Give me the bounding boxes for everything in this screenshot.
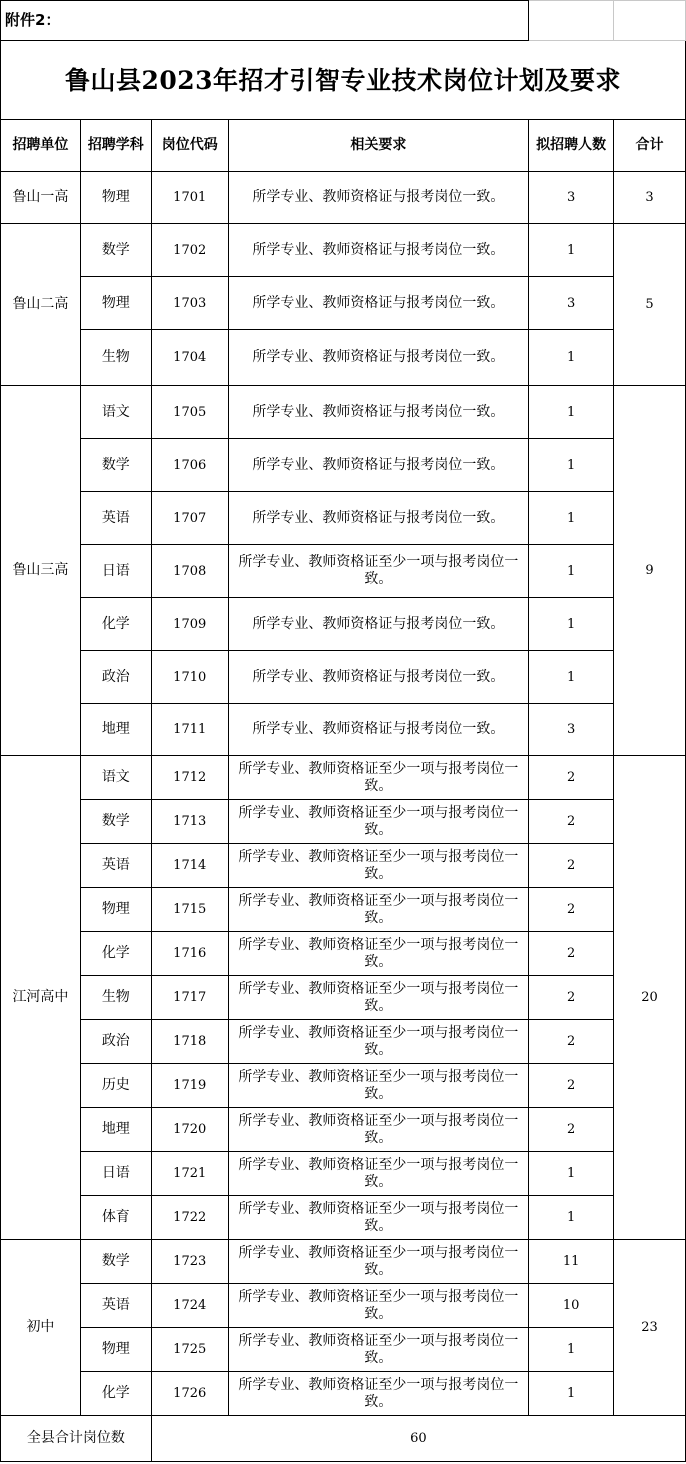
grand-total-value: 60 (151, 1416, 685, 1462)
count-cell: 1 (529, 1372, 614, 1416)
header-row (1, 120, 686, 172)
header-code: 岗位代码 (151, 120, 228, 172)
requirement-cell: 所学专业、教师资格证至少一项与报考岗位一致。 (228, 1108, 529, 1152)
table-row (1, 330, 686, 386)
unit-name: 鲁山二高 (1, 224, 81, 386)
count-cell: 2 (529, 1020, 614, 1064)
table-row (1, 1152, 686, 1196)
subject-cell: 数学 (80, 224, 151, 277)
requirement-cell: 所学专业、教师资格证与报考岗位一致。 (228, 492, 529, 545)
unit-name: 初中 (1, 1240, 81, 1416)
unit-name: 鲁山一高 (1, 172, 81, 224)
code-cell: 1702 (151, 224, 228, 277)
header-unit: 招聘单位 (1, 120, 81, 172)
code-cell: 1724 (151, 1284, 228, 1328)
subject-cell: 英语 (80, 492, 151, 545)
requirement-cell: 所学专业、教师资格证与报考岗位一致。 (228, 172, 529, 224)
unit-name: 鲁山三高 (1, 386, 81, 756)
count-cell: 1 (529, 224, 614, 277)
header-total: 合计 (614, 120, 686, 172)
table-row (1, 844, 686, 888)
table-row (1, 800, 686, 844)
table-row (1, 1328, 686, 1372)
requirement-cell: 所学专业、教师资格证至少一项与报考岗位一致。 (228, 1064, 529, 1108)
code-cell: 1704 (151, 330, 228, 386)
table-row (1, 976, 686, 1020)
title-row (1, 41, 686, 120)
code-cell: 1719 (151, 1064, 228, 1108)
subject-cell: 政治 (80, 1020, 151, 1064)
annex-row (1, 1, 686, 41)
table-row (1, 1064, 686, 1108)
table-row (1, 545, 686, 598)
requirement-cell: 所学专业、教师资格证与报考岗位一致。 (228, 439, 529, 492)
code-cell: 1721 (151, 1152, 228, 1196)
code-cell: 1710 (151, 651, 228, 704)
code-cell: 1701 (151, 172, 228, 224)
requirement-cell: 所学专业、教师资格证至少一项与报考岗位一致。 (228, 1020, 529, 1064)
requirement-cell: 所学专业、教师资格证至少一项与报考岗位一致。 (228, 800, 529, 844)
table-row (1, 492, 686, 545)
count-cell: 2 (529, 844, 614, 888)
count-cell: 1 (529, 545, 614, 598)
code-cell: 1707 (151, 492, 228, 545)
count-cell: 1 (529, 1152, 614, 1196)
count-cell: 11 (529, 1240, 614, 1284)
subject-cell: 日语 (80, 1152, 151, 1196)
code-cell: 1723 (151, 1240, 228, 1284)
subject-cell: 地理 (80, 704, 151, 756)
count-cell: 1 (529, 492, 614, 545)
count-cell: 3 (529, 277, 614, 330)
requirement-cell: 所学专业、教师资格证至少一项与报考岗位一致。 (228, 1240, 529, 1284)
requirement-cell: 所学专业、教师资格证至少一项与报考岗位一致。 (228, 1152, 529, 1196)
count-cell: 1 (529, 1328, 614, 1372)
table-row (1, 888, 686, 932)
subject-cell: 英语 (80, 1284, 151, 1328)
subject-cell: 英语 (80, 844, 151, 888)
table-row (1, 439, 686, 492)
unit-total: 3 (614, 172, 686, 224)
requirement-cell: 所学专业、教师资格证至少一项与报考岗位一致。 (228, 932, 529, 976)
code-cell: 1720 (151, 1108, 228, 1152)
table-row (1, 1020, 686, 1064)
requirement-cell: 所学专业、教师资格证至少一项与报考岗位一致。 (228, 844, 529, 888)
table-row (1, 704, 686, 756)
count-cell: 2 (529, 1108, 614, 1152)
subject-cell: 数学 (80, 800, 151, 844)
annex-label: 附件2： (1, 1, 529, 41)
table-row (1, 1108, 686, 1152)
code-cell: 1718 (151, 1020, 228, 1064)
subject-cell: 语文 (80, 386, 151, 439)
count-cell: 2 (529, 888, 614, 932)
subject-cell: 政治 (80, 651, 151, 704)
count-cell: 3 (529, 172, 614, 224)
grand-total-label: 全县合计岗位数 (1, 1416, 152, 1462)
table-row (1, 1372, 686, 1416)
subject-cell: 生物 (80, 976, 151, 1020)
subject-cell: 数学 (80, 1240, 151, 1284)
code-cell: 1713 (151, 800, 228, 844)
code-cell: 1717 (151, 976, 228, 1020)
page-title: 鲁山县2023年招才引智专业技术岗位计划及要求 (1, 41, 686, 120)
subject-cell: 数学 (80, 439, 151, 492)
table-row (1, 756, 686, 800)
requirement-cell: 所学专业、教师资格证与报考岗位一致。 (228, 330, 529, 386)
subject-cell: 地理 (80, 1108, 151, 1152)
subject-cell: 体育 (80, 1196, 151, 1240)
code-cell: 1705 (151, 386, 228, 439)
code-cell: 1725 (151, 1328, 228, 1372)
count-cell: 1 (529, 330, 614, 386)
subject-cell: 物理 (80, 1328, 151, 1372)
requirement-cell: 所学专业、教师资格证至少一项与报考岗位一致。 (228, 1372, 529, 1416)
requirement-cell: 所学专业、教师资格证至少一项与报考岗位一致。 (228, 976, 529, 1020)
requirement-cell: 所学专业、教师资格证与报考岗位一致。 (228, 651, 529, 704)
grand-total-row (1, 1416, 686, 1462)
requirement-cell: 所学专业、教师资格证与报考岗位一致。 (228, 224, 529, 277)
unit-name: 江河高中 (1, 756, 81, 1240)
code-cell: 1716 (151, 932, 228, 976)
requirement-cell: 所学专业、教师资格证至少一项与报考岗位一致。 (228, 1284, 529, 1328)
requirement-cell: 所学专业、教师资格证至少一项与报考岗位一致。 (228, 756, 529, 800)
subject-cell: 化学 (80, 932, 151, 976)
header-planned: 拟招聘人数 (529, 120, 614, 172)
code-cell: 1706 (151, 439, 228, 492)
unit-total: 23 (614, 1240, 686, 1416)
code-cell: 1722 (151, 1196, 228, 1240)
count-cell: 2 (529, 1064, 614, 1108)
requirement-cell: 所学专业、教师资格证至少一项与报考岗位一致。 (228, 1196, 529, 1240)
code-cell: 1714 (151, 844, 228, 888)
unit-total: 9 (614, 386, 686, 756)
requirement-cell: 所学专业、教师资格证与报考岗位一致。 (228, 386, 529, 439)
requirement-cell: 所学专业、教师资格证至少一项与报考岗位一致。 (228, 888, 529, 932)
subject-cell: 历史 (80, 1064, 151, 1108)
empty-cell (614, 1, 686, 41)
subject-cell: 生物 (80, 330, 151, 386)
requirement-cell: 所学专业、教师资格证至少一项与报考岗位一致。 (228, 545, 529, 598)
count-cell: 2 (529, 932, 614, 976)
count-cell: 2 (529, 800, 614, 844)
count-cell: 1 (529, 439, 614, 492)
code-cell: 1712 (151, 756, 228, 800)
code-cell: 1708 (151, 545, 228, 598)
subject-cell: 日语 (80, 545, 151, 598)
subject-cell: 物理 (80, 277, 151, 330)
table-row (1, 932, 686, 976)
table-row (1, 1284, 686, 1328)
table-row (1, 172, 686, 224)
subject-cell: 物理 (80, 888, 151, 932)
count-cell: 2 (529, 756, 614, 800)
count-cell: 1 (529, 1196, 614, 1240)
requirement-cell: 所学专业、教师资格证与报考岗位一致。 (228, 598, 529, 651)
requirement-cell: 所学专业、教师资格证与报考岗位一致。 (228, 704, 529, 756)
unit-total: 5 (614, 224, 686, 386)
count-cell: 1 (529, 651, 614, 704)
subject-cell: 化学 (80, 1372, 151, 1416)
table-row (1, 224, 686, 277)
count-cell: 1 (529, 386, 614, 439)
requirement-cell: 所学专业、教师资格证与报考岗位一致。 (228, 277, 529, 330)
unit-total: 20 (614, 756, 686, 1240)
header-requirement: 相关要求 (228, 120, 529, 172)
code-cell: 1726 (151, 1372, 228, 1416)
code-cell: 1711 (151, 704, 228, 756)
count-cell: 10 (529, 1284, 614, 1328)
code-cell: 1703 (151, 277, 228, 330)
subject-cell: 语文 (80, 756, 151, 800)
code-cell: 1709 (151, 598, 228, 651)
subject-cell: 物理 (80, 172, 151, 224)
table-row (1, 651, 686, 704)
table-row (1, 1196, 686, 1240)
subject-cell: 化学 (80, 598, 151, 651)
count-cell: 1 (529, 598, 614, 651)
count-cell: 2 (529, 976, 614, 1020)
header-subject: 招聘学科 (80, 120, 151, 172)
table-row (1, 598, 686, 651)
table-row (1, 1240, 686, 1284)
table-row (1, 277, 686, 330)
count-cell: 3 (529, 704, 614, 756)
code-cell: 1715 (151, 888, 228, 932)
table-row (1, 386, 686, 439)
requirement-cell: 所学专业、教师资格证至少一项与报考岗位一致。 (228, 1328, 529, 1372)
empty-cell (529, 1, 614, 41)
